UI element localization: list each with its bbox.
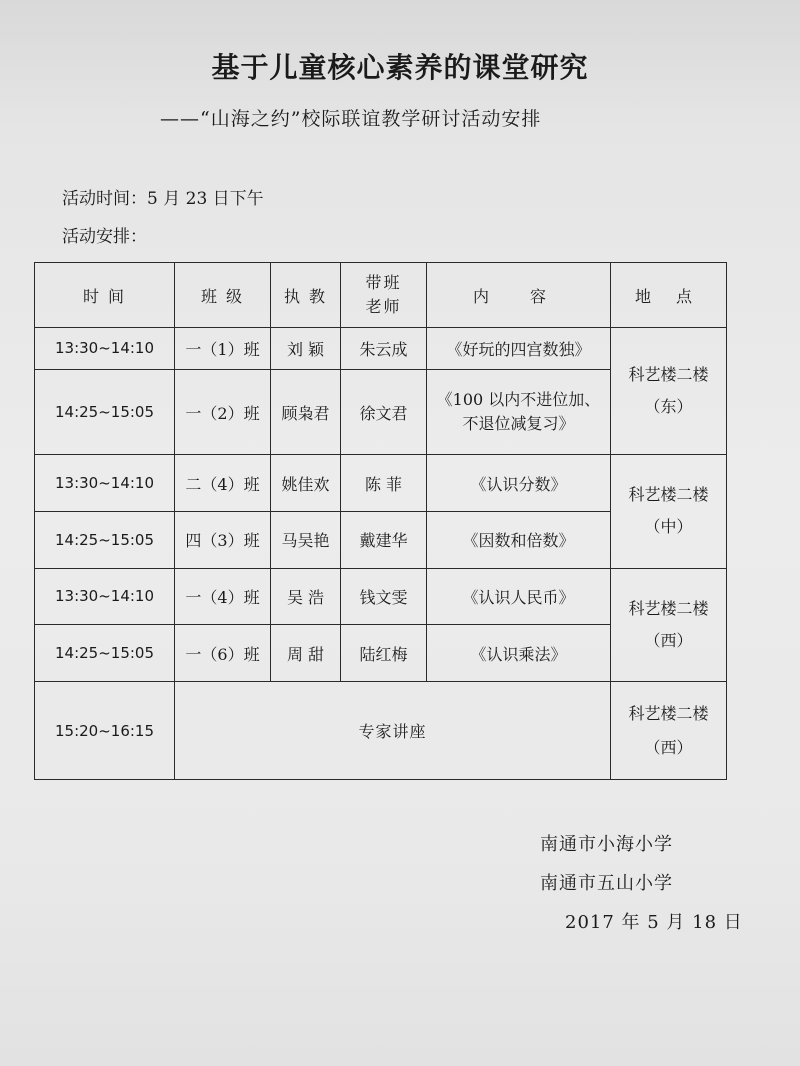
row-time: 14:25~15:05 [35,625,175,682]
activity-time: 活动时间：5 月 23 日下午 [62,189,264,209]
header-host-line2: 老师 [365,297,402,316]
header-host-line1: 带班 [365,273,402,292]
header-teacher: 执 教 [271,263,341,328]
row-content: 《认识乘法》 [427,625,611,682]
table-row [35,328,727,370]
signature-school-wushan: 南通市五山小学 [540,873,673,894]
row-class: 一（6）班 [175,625,271,682]
schedule-table [34,262,727,780]
content-line2: 不退位减复习》 [462,414,575,434]
row-time: 14:25~15:05 [35,369,175,454]
row-teacher: 马吴艳 [271,511,341,568]
row-host-teacher: 戴建华 [341,511,427,568]
location-line1: 科艺楼二楼 [628,598,709,618]
lecture-location [611,682,727,780]
location-line2: （西） [644,737,693,757]
header-host-teacher [341,263,427,328]
row-class: 二（4）班 [175,455,271,512]
row-content: 《认识人民币》 [427,568,611,625]
location-west [611,568,727,681]
activity-plan-label: 活动安排： [62,227,147,247]
row-class: 一（2）班 [175,369,271,454]
row-time: 14:25~15:05 [35,511,175,568]
table-row [35,455,727,512]
row-host-teacher: 陈 菲 [341,455,427,512]
header-content: 内 容 [427,263,611,328]
row-time: 13:30~14:10 [35,455,175,512]
row-class: 一（1）班 [175,328,271,370]
header-location: 地 点 [611,263,727,328]
location-line2: （东） [644,397,693,417]
header-class: 班 级 [175,263,271,328]
location-line1: 科艺楼二楼 [628,703,709,723]
row-host-teacher: 朱云成 [341,328,427,370]
location-middle [611,455,727,568]
row-class: 一（4）班 [175,568,271,625]
row-teacher: 周 甜 [271,625,341,682]
location-line1: 科艺楼二楼 [628,365,709,385]
lecture-content: 专家讲座 [175,682,611,780]
row-class: 四（3）班 [175,511,271,568]
header-time: 时 间 [35,263,175,328]
row-teacher: 姚佳欢 [271,455,341,512]
lecture-row [35,682,727,780]
signature-school-xiaohai: 南通市小海小学 [540,834,673,855]
location-line2: （中） [644,517,693,537]
location-line1: 科艺楼二楼 [628,485,709,505]
location-east [611,328,727,455]
location-line2: （西） [644,630,693,650]
row-time: 13:30~14:10 [35,568,175,625]
row-content: 《好玩的四宫数独》 [427,328,611,370]
document-subtitle: ——“山海之约”校际联谊教学研讨活动安排 [160,108,542,130]
row-time: 13:30~14:10 [35,328,175,370]
table-header-row [35,263,727,328]
signature-date: 2017 年 5 月 18 日 [565,912,743,933]
content-line1: 《100 以内不进位加、 [436,390,601,410]
document-title: 基于儿童核心素养的课堂研究 [211,51,589,84]
row-host-teacher: 陆红梅 [341,625,427,682]
row-content: 《因数和倍数》 [427,511,611,568]
lecture-time: 15:20~16:15 [35,682,175,780]
row-teacher: 吴 浩 [271,568,341,625]
table-row [35,568,727,625]
row-teacher: 刘 颖 [271,328,341,370]
row-teacher: 顾枭君 [271,369,341,454]
row-host-teacher: 徐文君 [341,369,427,454]
row-content [427,369,611,454]
row-content: 《认识分数》 [427,455,611,512]
row-host-teacher: 钱文雯 [341,568,427,625]
